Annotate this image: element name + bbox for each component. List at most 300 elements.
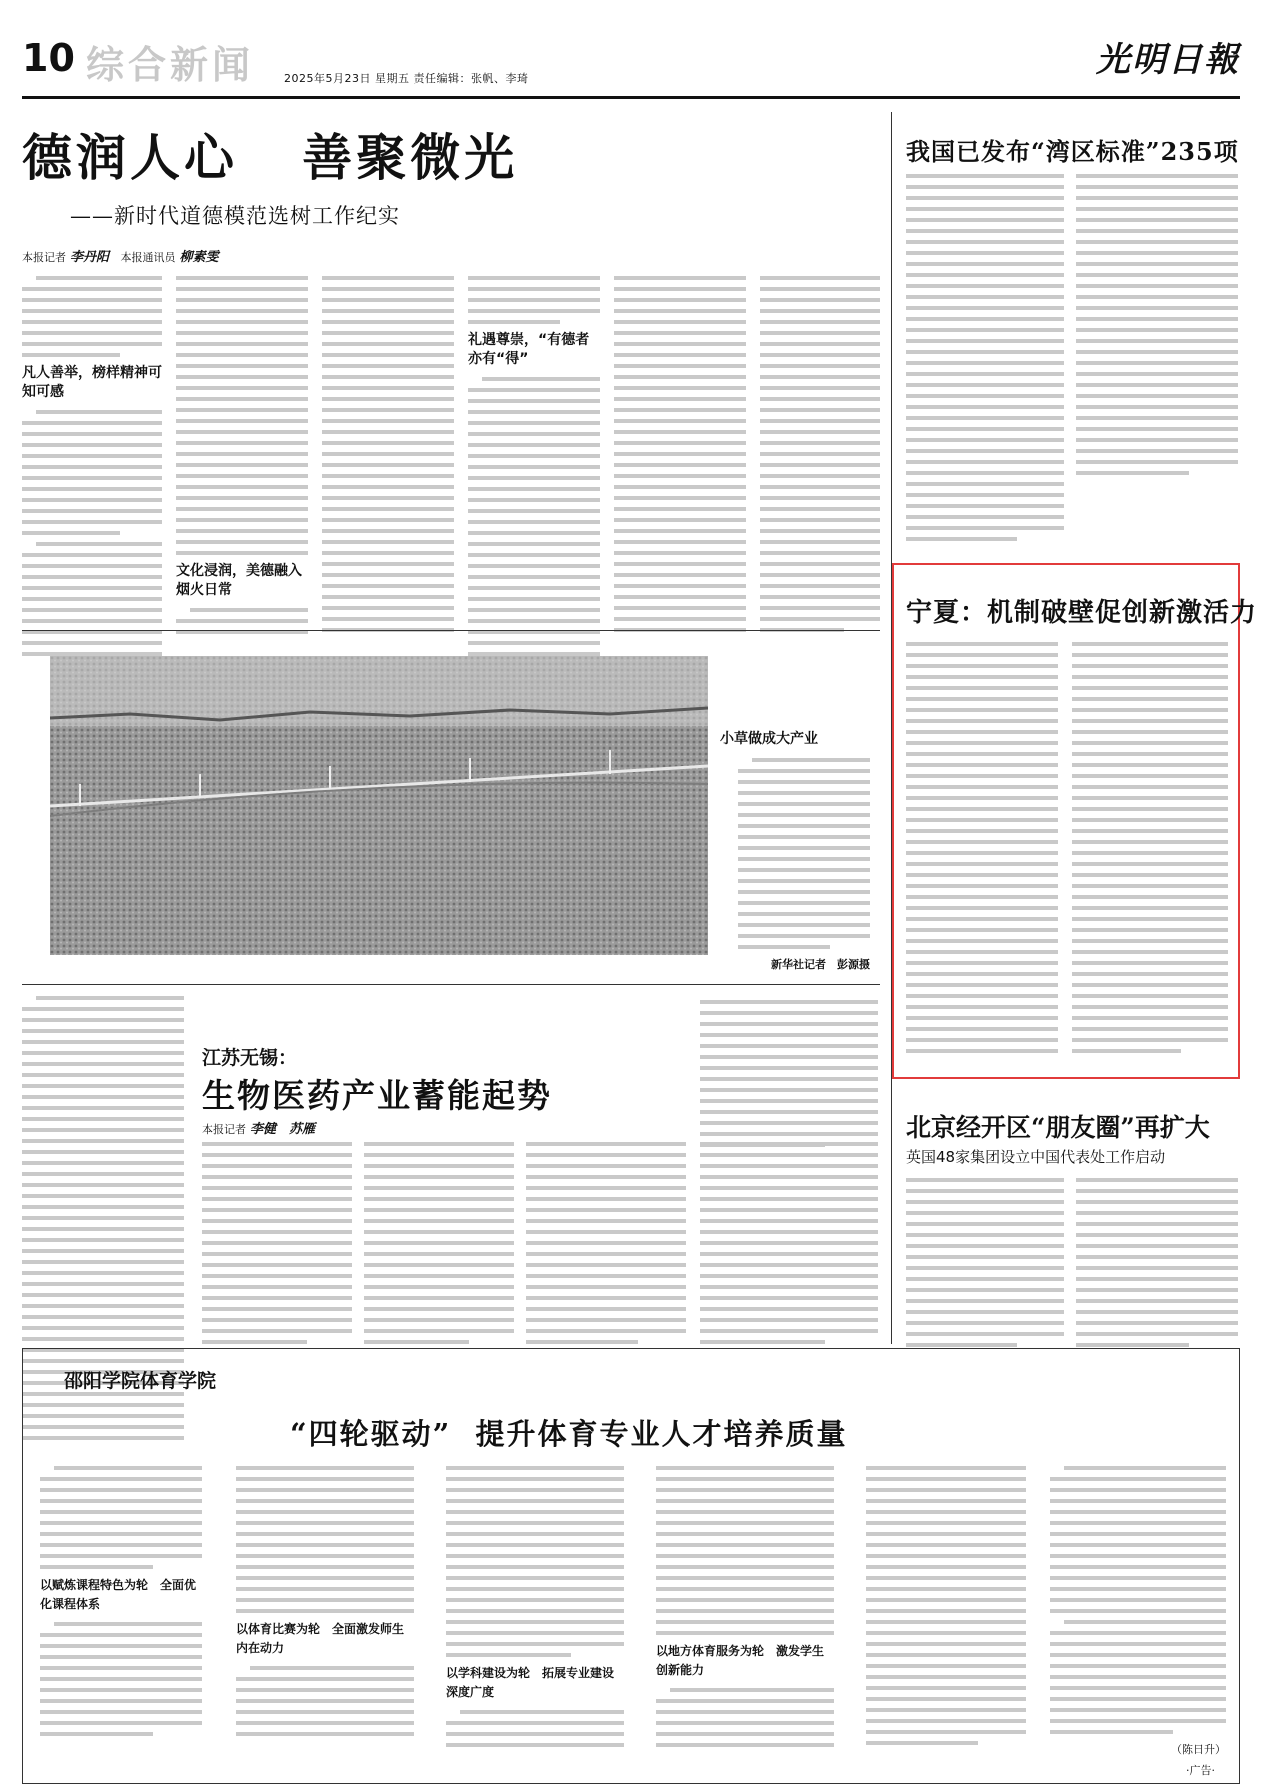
body-text-line bbox=[468, 465, 600, 469]
body-text-line bbox=[614, 298, 746, 302]
body-text-line bbox=[22, 564, 162, 568]
body-text-line bbox=[760, 463, 880, 467]
body-text-line bbox=[906, 664, 1058, 668]
body-text-line bbox=[866, 1554, 1026, 1558]
body-text-line bbox=[906, 675, 1058, 679]
body-text-line bbox=[236, 1732, 414, 1736]
body-text-line bbox=[1050, 1499, 1226, 1503]
body-text-line bbox=[446, 1477, 624, 1481]
body-text-line bbox=[202, 1197, 352, 1201]
body-text-line bbox=[906, 1189, 1064, 1193]
body-text-line bbox=[656, 1521, 834, 1525]
body-text-line bbox=[202, 1274, 352, 1278]
body-text-line bbox=[656, 1477, 834, 1481]
ad-signature: （陈日升） bbox=[1171, 1743, 1226, 1756]
body-text-line bbox=[906, 1321, 1064, 1325]
body-text-line bbox=[614, 364, 746, 368]
body-text-line bbox=[760, 276, 880, 280]
body-text-line bbox=[446, 1743, 624, 1747]
body-text-line bbox=[1076, 361, 1238, 365]
body-text-line bbox=[1076, 1211, 1238, 1215]
body-text-line bbox=[760, 562, 880, 566]
body-text-line bbox=[656, 1699, 834, 1703]
body-text-line bbox=[906, 796, 1058, 800]
body-text-line bbox=[202, 1296, 352, 1300]
body-text-line bbox=[738, 769, 870, 773]
body-text-line bbox=[1072, 774, 1228, 778]
body-text-line bbox=[614, 496, 746, 500]
body-text-line bbox=[22, 1260, 184, 1264]
body-text-line bbox=[236, 1477, 414, 1481]
body-text-line bbox=[176, 386, 308, 390]
body-text-line bbox=[760, 430, 880, 434]
ad-column-3 bbox=[446, 1466, 624, 1754]
body-text-line bbox=[22, 353, 120, 357]
body-text-line bbox=[322, 606, 454, 610]
body-text-line bbox=[322, 441, 454, 445]
body-text-line bbox=[700, 1022, 878, 1026]
body-text-line bbox=[866, 1675, 1026, 1679]
body-text-line bbox=[906, 873, 1058, 877]
body-text-line bbox=[40, 1565, 153, 1569]
body-text-line bbox=[1050, 1477, 1226, 1481]
body-text-line bbox=[22, 1128, 184, 1132]
body-text-line bbox=[236, 1488, 414, 1492]
body-text-line bbox=[760, 540, 880, 544]
body-text-line bbox=[1072, 741, 1228, 745]
body-text-line bbox=[1050, 1543, 1226, 1547]
body-text-line bbox=[614, 474, 746, 478]
body-text-line bbox=[40, 1543, 202, 1547]
body-text-line bbox=[656, 1565, 834, 1569]
body-text-line bbox=[202, 1340, 307, 1344]
body-text-line bbox=[866, 1499, 1026, 1503]
body-text-line bbox=[1072, 785, 1228, 789]
body-text-line bbox=[236, 1466, 414, 1470]
body-text-line bbox=[364, 1263, 514, 1267]
body-text-line bbox=[460, 1710, 624, 1714]
body-text-line bbox=[1072, 1038, 1228, 1042]
body-text-line bbox=[322, 331, 454, 335]
body-text-line bbox=[202, 1329, 352, 1333]
body-text-line bbox=[322, 287, 454, 291]
body-text-line bbox=[906, 416, 1064, 420]
body-text-line bbox=[1076, 1178, 1238, 1182]
body-text-line bbox=[700, 1340, 825, 1344]
body-text-line bbox=[906, 361, 1064, 365]
wanqu-headline: 我国已发布“湾区标准”235项 bbox=[906, 137, 1239, 166]
wuxi-column-4 bbox=[700, 1142, 878, 1351]
body-text-line bbox=[614, 375, 746, 379]
body-text-line bbox=[22, 1117, 184, 1121]
body-text-line bbox=[906, 1049, 1058, 1053]
body-text-line bbox=[614, 485, 746, 489]
body-text-line bbox=[364, 1175, 514, 1179]
body-text-line bbox=[738, 868, 870, 872]
body-text-line bbox=[526, 1318, 686, 1322]
body-text-line bbox=[364, 1142, 514, 1146]
body-text-line bbox=[1050, 1642, 1226, 1646]
body-text-line bbox=[614, 353, 746, 357]
body-text-line bbox=[1072, 917, 1228, 921]
lead-column-1 bbox=[22, 276, 162, 663]
body-text-line bbox=[1050, 1719, 1226, 1723]
body-text-line bbox=[1072, 686, 1228, 690]
body-text-line bbox=[906, 240, 1064, 244]
body-text-line bbox=[752, 758, 870, 762]
body-text-line bbox=[906, 1211, 1064, 1215]
body-text-line bbox=[22, 1238, 184, 1242]
body-text-line bbox=[22, 1106, 184, 1110]
body-text-line bbox=[1076, 1321, 1238, 1325]
body-text-line bbox=[700, 1110, 878, 1114]
body-text-line bbox=[760, 320, 880, 324]
body-text-line bbox=[526, 1285, 686, 1289]
body-text-line bbox=[700, 1055, 878, 1059]
body-text-line bbox=[1076, 438, 1238, 442]
body-text-line bbox=[364, 1296, 514, 1300]
body-text-line bbox=[22, 1051, 184, 1055]
body-text-line bbox=[176, 276, 308, 280]
body-text-line bbox=[446, 1642, 624, 1646]
body-text-line bbox=[22, 531, 120, 535]
body-text-line bbox=[176, 408, 308, 412]
body-text-line bbox=[906, 983, 1058, 987]
body-text-line bbox=[22, 331, 162, 335]
body-text-line bbox=[906, 862, 1058, 866]
body-text-line bbox=[322, 595, 454, 599]
body-text-line bbox=[364, 1241, 514, 1245]
body-text-line bbox=[700, 1077, 878, 1081]
body-text-line bbox=[906, 906, 1058, 910]
body-text-line bbox=[738, 923, 870, 927]
body-text-line bbox=[202, 1219, 352, 1223]
body-text-line bbox=[526, 1230, 686, 1234]
body-text-line bbox=[36, 542, 162, 546]
body-text-line bbox=[446, 1554, 624, 1558]
body-text-line bbox=[40, 1677, 202, 1681]
body-text-line bbox=[22, 1304, 184, 1308]
body-text-line bbox=[22, 342, 162, 346]
body-text-line bbox=[1072, 851, 1228, 855]
body-text-line bbox=[202, 1175, 352, 1179]
body-text-line bbox=[906, 427, 1064, 431]
body-text-line bbox=[1072, 829, 1228, 833]
wuxi-column-2 bbox=[364, 1142, 514, 1351]
body-text-line bbox=[446, 1653, 571, 1657]
page-number: 10 bbox=[22, 36, 75, 80]
body-text-line bbox=[236, 1688, 414, 1692]
body-text-line bbox=[40, 1499, 202, 1503]
body-text-line bbox=[906, 350, 1064, 354]
body-text-line bbox=[236, 1554, 414, 1558]
body-text-line bbox=[700, 1296, 878, 1300]
body-text-line bbox=[760, 419, 880, 423]
body-text-line bbox=[1050, 1510, 1226, 1514]
body-text-line bbox=[364, 1340, 469, 1344]
body-text-line bbox=[700, 1164, 878, 1168]
body-text-line bbox=[1050, 1532, 1226, 1536]
body-text-line bbox=[700, 1011, 878, 1015]
body-text-line bbox=[40, 1644, 202, 1648]
body-text-line bbox=[614, 617, 746, 621]
body-text-line bbox=[906, 284, 1064, 288]
body-text-line bbox=[906, 207, 1064, 211]
body-text-line bbox=[614, 419, 746, 423]
body-text-line bbox=[1072, 895, 1228, 899]
body-text-line bbox=[22, 309, 162, 313]
body-text-line bbox=[614, 276, 746, 280]
body-text-line bbox=[866, 1719, 1026, 1723]
body-text-line bbox=[176, 485, 308, 489]
body-text-line bbox=[468, 619, 600, 623]
body-text-line bbox=[1076, 185, 1238, 189]
body-text-line bbox=[866, 1521, 1026, 1525]
body-text-line bbox=[364, 1274, 514, 1278]
body-text-line bbox=[526, 1329, 686, 1333]
body-text-line bbox=[40, 1655, 202, 1659]
body-text-line bbox=[656, 1732, 834, 1736]
body-text-line bbox=[176, 441, 308, 445]
body-text-line bbox=[614, 573, 746, 577]
body-text-line bbox=[22, 597, 162, 601]
body-text-line bbox=[1076, 1288, 1238, 1292]
body-text-line bbox=[656, 1576, 834, 1580]
body-text-line bbox=[760, 595, 880, 599]
body-text-line bbox=[1072, 730, 1228, 734]
body-text-line bbox=[446, 1543, 624, 1547]
body-text-line bbox=[738, 824, 870, 828]
body-text-line bbox=[700, 1132, 878, 1136]
body-text-line bbox=[446, 1488, 624, 1492]
body-text-line bbox=[22, 641, 162, 645]
body-text-line bbox=[322, 364, 454, 368]
lead-subhead-2: 文化浸润，美德融入烟火日常 bbox=[176, 563, 302, 598]
body-text-line bbox=[22, 1018, 184, 1022]
body-text-line bbox=[1072, 1016, 1228, 1020]
body-text-line bbox=[322, 298, 454, 302]
body-text-line bbox=[446, 1565, 624, 1569]
body-text-line bbox=[446, 1732, 624, 1736]
body-text-line bbox=[700, 1153, 878, 1157]
body-text-line bbox=[176, 287, 308, 291]
body-text-line bbox=[866, 1488, 1026, 1492]
body-text-line bbox=[322, 419, 454, 423]
body-text-line bbox=[526, 1197, 686, 1201]
body-text-line bbox=[22, 1249, 184, 1253]
body-text-line bbox=[866, 1609, 1026, 1613]
body-text-line bbox=[1050, 1554, 1226, 1558]
body-text-line bbox=[322, 485, 454, 489]
body-text-line bbox=[176, 397, 308, 401]
body-text-line bbox=[906, 741, 1058, 745]
body-text-line bbox=[1076, 350, 1238, 354]
body-text-line bbox=[322, 584, 454, 588]
body-text-line bbox=[700, 1263, 878, 1267]
body-text-line bbox=[202, 1230, 352, 1234]
body-text-line bbox=[656, 1721, 834, 1725]
body-text-line bbox=[906, 493, 1064, 497]
body-text-line bbox=[468, 276, 600, 280]
body-text-line bbox=[760, 441, 880, 445]
body-text-line bbox=[906, 972, 1058, 976]
body-text-line bbox=[656, 1510, 834, 1514]
body-text-line bbox=[760, 298, 880, 302]
body-text-line bbox=[1072, 939, 1228, 943]
wuxi-byline bbox=[202, 1118, 323, 1137]
ad-column-5 bbox=[866, 1466, 1026, 1752]
body-text-line bbox=[176, 419, 308, 423]
body-text-line bbox=[906, 642, 1058, 646]
body-text-line bbox=[1076, 1310, 1238, 1314]
body-text-line bbox=[1076, 1299, 1238, 1303]
body-text-line bbox=[906, 295, 1064, 299]
body-text-line bbox=[1076, 295, 1238, 299]
body-text-line bbox=[866, 1708, 1026, 1712]
body-text-line bbox=[1072, 906, 1228, 910]
body-text-line bbox=[614, 584, 746, 588]
body-text-line bbox=[906, 752, 1058, 756]
body-text-line bbox=[236, 1543, 414, 1547]
body-text-line bbox=[738, 945, 830, 949]
body-text-line bbox=[1072, 950, 1228, 954]
body-text-line bbox=[866, 1565, 1026, 1569]
body-text-line bbox=[22, 553, 162, 557]
body-text-line bbox=[906, 262, 1064, 266]
body-text-line bbox=[468, 575, 600, 579]
body-text-line bbox=[526, 1175, 686, 1179]
lead-column-6 bbox=[760, 276, 880, 639]
body-text-line bbox=[738, 835, 870, 839]
body-text-line bbox=[906, 708, 1058, 712]
body-text-line bbox=[1072, 653, 1228, 657]
body-text-line bbox=[760, 507, 880, 511]
body-text-line bbox=[468, 597, 600, 601]
body-text-line bbox=[614, 463, 746, 467]
body-text-line bbox=[760, 386, 880, 390]
body-text-line bbox=[322, 496, 454, 500]
body-text-line bbox=[40, 1488, 202, 1492]
body-text-line bbox=[656, 1598, 834, 1602]
body-text-line bbox=[738, 802, 870, 806]
ad-subhead-4: 以地方体育服务为轮 激发学生创新能力 bbox=[656, 1644, 825, 1677]
body-text-line bbox=[1072, 961, 1228, 965]
body-text-line bbox=[40, 1477, 202, 1481]
body-text-line bbox=[1064, 1620, 1226, 1624]
body-text-line bbox=[526, 1241, 686, 1245]
body-text-line bbox=[906, 807, 1058, 811]
body-text-line bbox=[22, 432, 162, 436]
body-text-line bbox=[40, 1710, 202, 1714]
body-text-line bbox=[236, 1710, 414, 1714]
body-text-line bbox=[906, 653, 1058, 657]
body-text-line bbox=[236, 1587, 414, 1591]
body-text-line bbox=[176, 518, 308, 522]
ad-subhead-2: 以体育比赛为轮 全面激发师生内在动力 bbox=[236, 1622, 405, 1655]
body-text-line bbox=[906, 383, 1064, 387]
body-text-line bbox=[1050, 1576, 1226, 1580]
body-text-line bbox=[526, 1208, 686, 1212]
body-text-line bbox=[526, 1164, 686, 1168]
body-text-line bbox=[468, 487, 600, 491]
body-text-line bbox=[760, 452, 880, 456]
lead-subhead-3: 礼遇尊崇，“有德者亦有“得” bbox=[468, 332, 590, 367]
body-text-line bbox=[36, 996, 184, 1000]
body-text-line bbox=[322, 452, 454, 456]
beijing-column-1 bbox=[906, 1178, 1064, 1354]
body-text-line bbox=[1076, 449, 1238, 453]
lead-byline bbox=[22, 246, 227, 265]
lead-subhead-1: 凡人善举，榜样精神可知可感 bbox=[22, 365, 162, 400]
body-text-line bbox=[22, 1194, 184, 1198]
body-text-line bbox=[738, 901, 870, 905]
body-text-line bbox=[1076, 383, 1238, 387]
body-text-line bbox=[760, 287, 880, 291]
body-text-line bbox=[906, 950, 1058, 954]
body-text-line bbox=[1050, 1587, 1226, 1591]
body-text-line bbox=[1076, 306, 1238, 310]
body-text-line bbox=[36, 276, 162, 280]
body-text-line bbox=[760, 397, 880, 401]
body-text-line bbox=[22, 454, 162, 458]
body-text-line bbox=[1076, 1244, 1238, 1248]
byline-label: 本报通讯员 bbox=[120, 251, 176, 264]
body-text-line bbox=[700, 1066, 878, 1070]
body-text-line bbox=[526, 1307, 686, 1311]
body-text-line bbox=[1072, 884, 1228, 888]
body-text-line bbox=[1076, 174, 1238, 178]
body-text-line bbox=[40, 1554, 202, 1558]
body-text-line bbox=[906, 460, 1064, 464]
body-text-line bbox=[614, 309, 746, 313]
body-text-line bbox=[446, 1620, 624, 1624]
body-text-line bbox=[700, 1208, 878, 1212]
body-text-line bbox=[700, 1121, 878, 1125]
body-text-line bbox=[236, 1699, 414, 1703]
body-text-line bbox=[614, 287, 746, 291]
body-text-line bbox=[468, 498, 600, 502]
body-text-line bbox=[614, 606, 746, 610]
body-text-line bbox=[322, 617, 454, 621]
wuxi-column-3 bbox=[526, 1142, 686, 1351]
body-text-line bbox=[760, 331, 880, 335]
ningxia-headline: 宁夏：机制破壁促创新激活力 bbox=[906, 598, 1258, 628]
body-text-line bbox=[446, 1587, 624, 1591]
body-text-line bbox=[656, 1631, 834, 1635]
body-text-line bbox=[468, 443, 600, 447]
body-text-line bbox=[906, 185, 1064, 189]
body-text-line bbox=[738, 879, 870, 883]
body-text-line bbox=[1050, 1565, 1226, 1569]
body-text-line bbox=[202, 1142, 352, 1146]
body-text-line bbox=[1050, 1730, 1173, 1734]
body-text-line bbox=[322, 309, 454, 313]
body-text-line bbox=[22, 1227, 184, 1231]
body-text-line bbox=[906, 251, 1064, 255]
body-text-line bbox=[1072, 763, 1228, 767]
body-text-line bbox=[906, 196, 1064, 200]
body-text-line bbox=[1050, 1697, 1226, 1701]
body-text-line bbox=[760, 518, 880, 522]
body-text-line bbox=[446, 1576, 624, 1580]
body-text-line bbox=[1072, 796, 1228, 800]
byline-name: 李丹阳 bbox=[70, 250, 110, 265]
body-text-line bbox=[22, 520, 162, 524]
body-text-line bbox=[906, 526, 1064, 530]
body-text-line bbox=[866, 1477, 1026, 1481]
body-text-line bbox=[202, 1263, 352, 1267]
body-text-line bbox=[700, 1274, 878, 1278]
